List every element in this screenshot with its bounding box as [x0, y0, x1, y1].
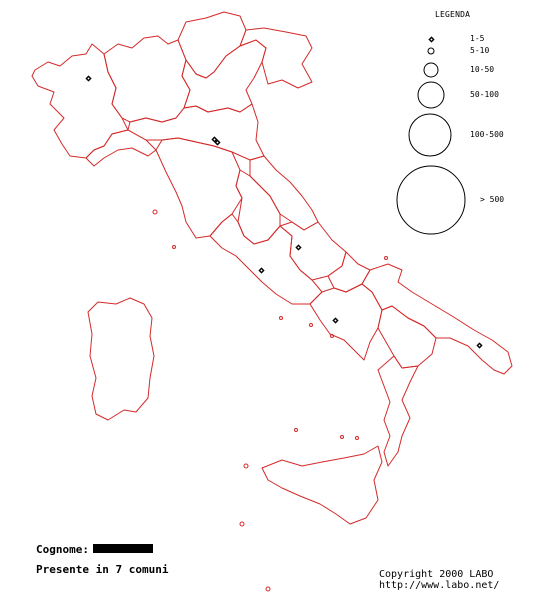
island-lampedusa	[266, 587, 270, 591]
surname-line	[36, 543, 153, 556]
region-marche	[250, 156, 318, 230]
legend-label-50-100: 50-100	[470, 90, 499, 99]
region-campania	[310, 284, 382, 360]
island-tremiti	[385, 257, 388, 260]
legend-label-1-5: 1-5	[470, 34, 485, 43]
island-pantelleria	[240, 522, 244, 526]
copyright-url: http://www.labo.net/	[379, 580, 500, 591]
region-piemonte	[32, 44, 128, 158]
legend-label-500-plus: > 500	[480, 195, 505, 204]
presence-count: Presente in 7 comuni	[36, 563, 169, 576]
region-abruzzo	[280, 222, 346, 280]
region-sicilia	[262, 446, 382, 524]
copyright-text: Copyright 2000 LABO	[379, 569, 494, 580]
island-stromboli	[356, 437, 359, 440]
legend-symbol-500-plus	[397, 166, 465, 234]
region-emilia	[128, 104, 264, 160]
region-friuli	[240, 28, 312, 88]
legend-symbol-100-500	[409, 114, 451, 156]
region-sardegna	[88, 298, 154, 420]
surname-label: Cognome:	[36, 543, 89, 556]
legend-symbols	[397, 37, 465, 234]
region-puglia	[362, 264, 512, 374]
marker-bologna-2	[215, 140, 219, 144]
legend-symbol-50-100	[418, 82, 444, 108]
region-trentino	[178, 12, 246, 78]
region-toscana	[156, 138, 242, 238]
marker-roma	[259, 268, 263, 272]
copyright-block	[379, 569, 499, 591]
marker-napoli	[333, 318, 337, 322]
marker-lecce	[477, 343, 481, 347]
minor-islands	[153, 210, 388, 591]
region-basilicata	[378, 306, 436, 368]
island-lipari	[341, 436, 344, 439]
legend-label-5-10: 5-10	[470, 46, 490, 55]
island-ischia	[310, 324, 313, 327]
legend-label-10-50: 10-50	[470, 65, 495, 74]
island-ustica	[295, 429, 298, 432]
region-liguria	[86, 130, 156, 166]
region-lombardia	[104, 36, 190, 122]
marker-torino	[86, 76, 90, 80]
region-calabria	[378, 356, 418, 466]
island-capri	[331, 335, 334, 338]
region-veneto	[182, 40, 266, 112]
legend-title: LEGENDA	[435, 10, 471, 19]
legend-symbol-5-10	[428, 48, 434, 54]
legend-symbol-10-50	[424, 63, 438, 77]
island-elba	[153, 210, 157, 214]
region-lazio	[210, 214, 322, 304]
legend-label-100-500: 100-500	[470, 130, 504, 139]
island-ponza	[280, 317, 283, 320]
island-egadi	[244, 464, 248, 468]
marker-pescara	[296, 245, 300, 249]
island-giglio	[173, 246, 176, 249]
surname-value-redacted	[93, 544, 153, 553]
legend-symbol-1-5	[429, 37, 433, 41]
